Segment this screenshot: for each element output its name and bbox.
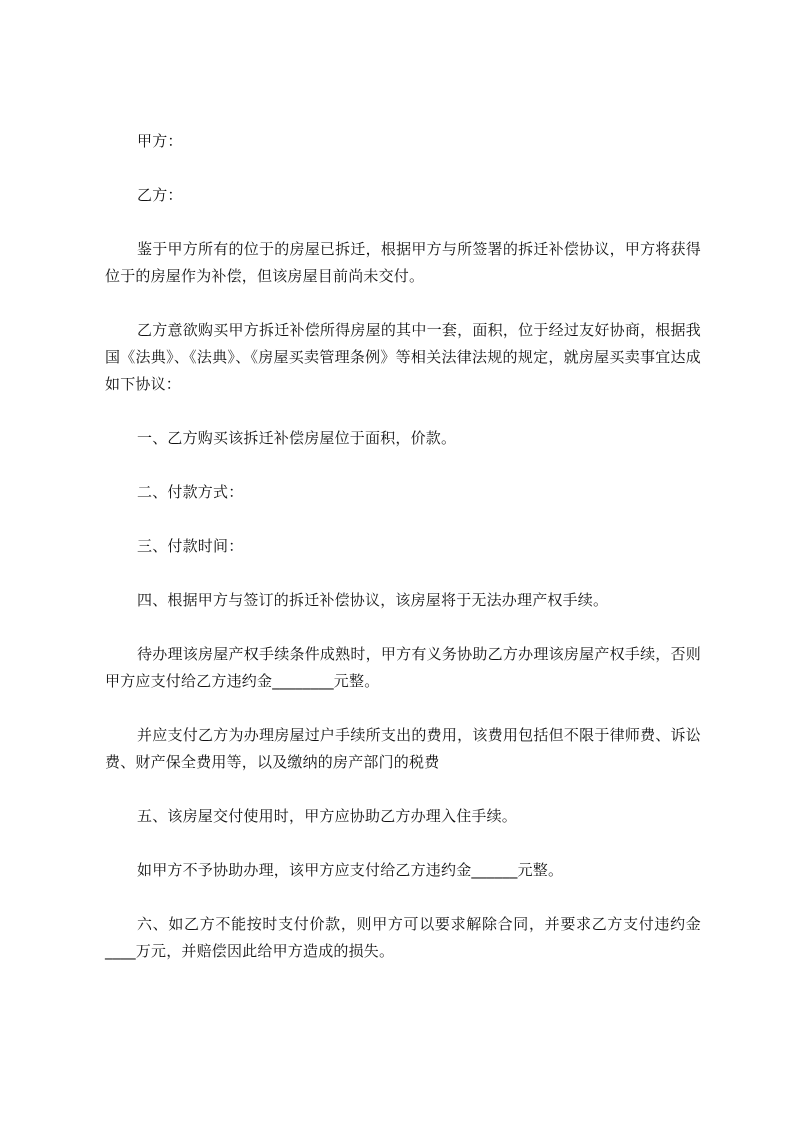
clause-4: 四、根据甲方与签订的拆迁补偿协议，该房屋将于无法办理产权手续。: [137, 591, 609, 609]
clause-3: 三、付款时间：: [137, 537, 244, 555]
clause-2: 二、付款方式：: [137, 483, 244, 501]
party-b-line: 乙方：: [137, 186, 183, 204]
recital-paragraph-2: 乙方意欲购买甲方拆迁补偿所得房屋的其中一套，面积，位于经过友好协商，根据我国《法典》、《法典》、《房屋买卖管理条例》等相关法律法规的规定，就房屋买卖事宜达成如下协议：: [105, 321, 701, 393]
clause-6: 六、如乙方不能按时支付价款，则甲方可以要求解除合同，并要求乙方支付违约金____万元，并赔偿因此给甲方造成的损失。: [105, 915, 701, 960]
document-body: [105, 128, 701, 992]
clause-5-detail: 如甲方不予协助办理，该甲方应支付给乙方违约金______元整。: [137, 861, 564, 879]
clause-1: 一、乙方购买该拆迁补偿房屋位于面积，价款。: [137, 429, 457, 447]
recital-paragraph-1: 鉴于甲方所有的位于的房屋已拆迁，根据甲方与所签署的拆迁补偿协议，甲方将获得位于的房屋作为补偿，但该房屋目前尚未交付。: [105, 240, 701, 285]
clause-5: 五、该房屋交付使用时，甲方应协助乙方办理入住手续。: [137, 807, 518, 825]
party-a-line: 甲方：: [137, 132, 183, 150]
clause-4-detail-2: 并应支付乙方为办理房屋过户手续所支出的费用，该费用包括但不限于律师费、诉讼费、财产保全费用等，以及缴纳的房产部门的税费: [105, 726, 701, 771]
clause-4-detail-1: 待办理该房屋产权手续条件成熟时，甲方有义务协助乙方办理该房屋产权手续，否则甲方应支付给乙方违约金________元整。: [105, 645, 701, 690]
